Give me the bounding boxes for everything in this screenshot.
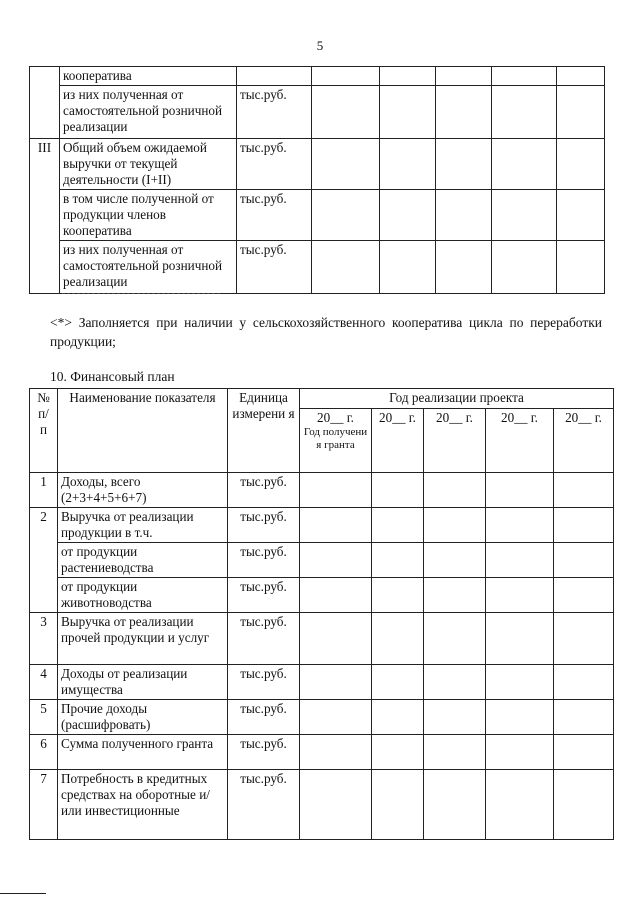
table-row — [30, 700, 614, 735]
row-name-cell: от продукции животноводства — [58, 578, 228, 613]
value-cell — [486, 770, 554, 840]
section-title: 10. Финансовый план — [50, 369, 175, 384]
value-cell — [372, 700, 424, 735]
value-cell — [300, 543, 372, 578]
table-row — [30, 543, 614, 578]
table-row — [30, 86, 605, 139]
row-unit-cell: тыс.руб. — [228, 700, 300, 735]
value-cell — [486, 508, 554, 543]
value-cell — [300, 665, 372, 700]
value-cell — [554, 770, 614, 840]
table-row — [30, 67, 605, 86]
value-cell — [492, 86, 557, 139]
row-unit-cell: тыс.руб. — [237, 241, 312, 294]
value-cell — [554, 508, 614, 543]
value-cell — [372, 665, 424, 700]
table-row — [30, 770, 614, 840]
value-cell — [557, 67, 605, 86]
value-cell — [557, 190, 605, 241]
row-number-cell: 2 — [30, 508, 58, 613]
row-name-cell: Потребность в кредитных средствах на оборотные и/или инвестиционные — [58, 770, 228, 840]
row-name-cell: Сумма полученного гранта — [58, 735, 228, 770]
value-cell — [486, 473, 554, 508]
header-year-3: 20__ г. — [424, 409, 486, 473]
value-cell — [380, 190, 436, 241]
footnote-text: <*> Заполняется при наличии у сельскохозяйственного кооператива цикла по переработки продукции; — [50, 315, 602, 349]
row-name-cell: из них полученная от самостоятельной розничной реализации — [60, 241, 237, 294]
revenue-table-continued — [29, 66, 605, 294]
value-cell — [300, 473, 372, 508]
value-cell — [372, 543, 424, 578]
value-cell — [300, 735, 372, 770]
header-year-4: 20__ г. — [486, 409, 554, 473]
value-cell — [380, 67, 436, 86]
financial-plan-table — [29, 388, 614, 840]
table-row — [30, 190, 605, 241]
row-number-cell: 4 — [30, 665, 58, 700]
value-cell — [554, 700, 614, 735]
value-cell — [372, 508, 424, 543]
row-name-cell: Доходы, всего (2+3+4+5+6+7) — [58, 473, 228, 508]
value-cell — [312, 139, 380, 190]
header-year-2: 20__ г. — [372, 409, 424, 473]
value-cell — [300, 578, 372, 613]
table-row — [30, 665, 614, 700]
row-name-cell: из них полученная от самостоятельной розничной реализации — [60, 86, 237, 139]
value-cell — [554, 735, 614, 770]
value-cell — [554, 665, 614, 700]
table-row — [30, 613, 614, 665]
value-cell — [436, 86, 492, 139]
value-cell — [486, 613, 554, 665]
value-cell — [492, 241, 557, 294]
value-cell — [372, 613, 424, 665]
row-unit-cell: тыс.руб. — [237, 190, 312, 241]
row-number-cell: 3 — [30, 613, 58, 665]
value-cell — [380, 86, 436, 139]
row-unit-cell: тыс.руб. — [228, 473, 300, 508]
row-unit-cell: тыс.руб. — [228, 578, 300, 613]
value-cell — [436, 67, 492, 86]
header-row — [30, 389, 614, 409]
value-cell — [492, 139, 557, 190]
header-year-label: 20__ г. — [317, 410, 354, 425]
value-cell — [557, 139, 605, 190]
row-number-cell: 6 — [30, 735, 58, 770]
value-cell — [312, 241, 380, 294]
value-cell — [312, 190, 380, 241]
bottom-edge-line — [0, 893, 46, 894]
value-cell — [424, 770, 486, 840]
table-row — [30, 139, 605, 190]
row-unit-cell: тыс.руб. — [228, 735, 300, 770]
value-cell — [554, 543, 614, 578]
row-name-cell: Общий объем ожидаемой выручки от текущей деятельности (I+II) — [60, 139, 237, 190]
table-row — [30, 473, 614, 508]
row-name-cell: кооператива — [60, 67, 237, 86]
value-cell — [554, 578, 614, 613]
value-cell — [424, 735, 486, 770]
value-cell — [424, 613, 486, 665]
value-cell — [492, 67, 557, 86]
table-row — [30, 735, 614, 770]
row-unit-cell: тыс.руб. — [228, 665, 300, 700]
header-unit: Единица измерени я — [228, 389, 300, 473]
table-row — [30, 578, 614, 613]
table-row — [30, 241, 605, 294]
value-cell — [424, 508, 486, 543]
value-cell — [312, 86, 380, 139]
value-cell — [424, 578, 486, 613]
value-cell — [557, 86, 605, 139]
row-number-cell — [30, 67, 60, 139]
row-unit-cell — [237, 67, 312, 86]
row-name-cell: в том числе полученной от продукции членов кооператива — [60, 190, 237, 241]
value-cell — [424, 665, 486, 700]
value-cell — [486, 543, 554, 578]
row-name-cell: Доходы от реализации имущества — [58, 665, 228, 700]
row-name-cell: Прочие доходы (расшифровать) — [58, 700, 228, 735]
value-cell — [300, 508, 372, 543]
row-unit-cell: тыс.руб. — [228, 508, 300, 543]
footnote-separator — [62, 293, 220, 294]
value-cell — [554, 473, 614, 508]
header-year-note: Год получени я гранта — [303, 426, 368, 451]
row-name-cell: от продукции растениеводства — [58, 543, 228, 578]
table-row — [30, 508, 614, 543]
row-name-cell: Выручка от реализации продукции в т.ч. — [58, 508, 228, 543]
row-number-cell: 5 — [30, 700, 58, 735]
row-number-cell: 1 — [30, 473, 58, 508]
value-cell — [424, 473, 486, 508]
value-cell — [436, 190, 492, 241]
header-name: Наименование показателя — [58, 389, 228, 473]
value-cell — [486, 700, 554, 735]
header-years-group: Год реализации проекта — [300, 389, 614, 409]
value-cell — [492, 190, 557, 241]
value-cell — [372, 578, 424, 613]
value-cell — [380, 139, 436, 190]
value-cell — [486, 578, 554, 613]
value-cell — [486, 665, 554, 700]
row-number-cell: III — [30, 139, 60, 294]
row-unit-cell: тыс.руб. — [228, 543, 300, 578]
value-cell — [436, 241, 492, 294]
value-cell — [557, 241, 605, 294]
value-cell — [300, 770, 372, 840]
row-unit-cell: тыс.руб. — [237, 139, 312, 190]
value-cell — [486, 735, 554, 770]
value-cell — [424, 543, 486, 578]
value-cell — [554, 613, 614, 665]
value-cell — [380, 241, 436, 294]
value-cell — [372, 735, 424, 770]
row-unit-cell: тыс.руб. — [228, 613, 300, 665]
value-cell — [436, 139, 492, 190]
row-unit-cell: тыс.руб. — [237, 86, 312, 139]
value-cell — [300, 700, 372, 735]
row-number-cell: 7 — [30, 770, 58, 840]
value-cell — [300, 613, 372, 665]
row-name-cell: Выручка от реализации прочей продукции и услуг — [58, 613, 228, 665]
header-num: № п/ п — [30, 389, 58, 473]
value-cell — [372, 770, 424, 840]
row-unit-cell: тыс.руб. — [228, 770, 300, 840]
header-year-5: 20__ г. — [554, 409, 614, 473]
header-year-1 — [300, 409, 372, 473]
value-cell — [312, 67, 380, 86]
value-cell — [372, 473, 424, 508]
page-number: 5 — [316, 38, 324, 53]
value-cell — [424, 700, 486, 735]
